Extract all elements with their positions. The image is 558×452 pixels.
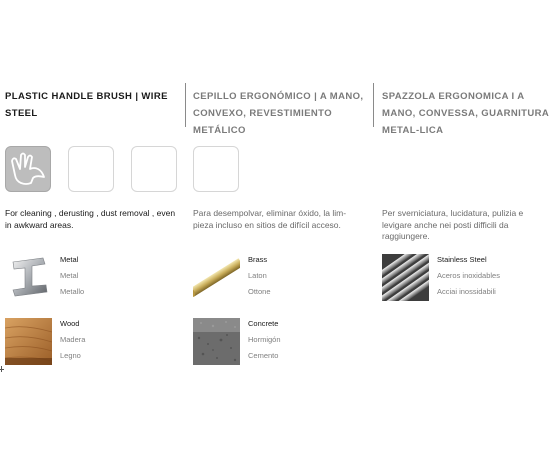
empty-icon-slot xyxy=(131,146,177,192)
wood-plank-icon xyxy=(5,318,52,365)
header-italian: SPAZZOLA ERGONOMICA I A MANO, CONVESSA, GUARNITURA METAL-LICA xyxy=(382,91,549,136)
material-brass-es: Laton xyxy=(248,271,267,280)
material-concrete-it: Cemento xyxy=(248,351,279,360)
description-spanish: Para desempolvar, eliminar óxido, la lim-pieza incluso en sitios de difícil acceso. xyxy=(193,208,347,230)
column-divider xyxy=(373,83,374,127)
material-stainless-en: Stainless Steel xyxy=(437,255,487,264)
material-wood-en: Wood xyxy=(60,319,80,328)
material-concrete-en: Concrete xyxy=(248,319,279,328)
material-metal-it: Metallo xyxy=(60,287,85,296)
material-concrete-es: Hormigón xyxy=(248,335,281,344)
material-wood-es: Madera xyxy=(60,335,86,344)
material-metal-es: Metal xyxy=(60,271,79,280)
material-stainless-it: Acciai inossidabili xyxy=(437,287,496,296)
concrete-block-icon xyxy=(193,318,240,365)
material-brass-it: Ottone xyxy=(248,287,271,296)
material-brass-en: Brass xyxy=(248,255,268,264)
crop-mark xyxy=(1,366,2,372)
material-wood-it: Legno xyxy=(60,351,81,360)
empty-icon-slot xyxy=(193,146,239,192)
steel-tubes-icon xyxy=(382,254,429,301)
material-metal-en: Metal xyxy=(60,255,79,264)
hand-brush-icon xyxy=(5,146,51,192)
description-italian: Per sverniciatura, lucidatura, pulizia e levigare anche nei posti difficili da raggiungere. xyxy=(382,208,524,241)
empty-icon-slot xyxy=(68,146,114,192)
description-english: For cleaning , derusting , dust removal , even in awkward areas. xyxy=(5,208,176,230)
header-spanish: CEPILLO ERGONÓMICO | A MANO, CONVEXO, REVESTIMIENTO METÁLICO xyxy=(193,91,364,136)
header-english: PLASTIC HANDLE BRUSH | WIRE STEEL xyxy=(5,91,168,119)
column-divider xyxy=(185,83,186,127)
material-stainless-es: Aceros inoxidables xyxy=(437,271,500,280)
steel-beam-icon xyxy=(5,254,52,301)
brass-rod-icon xyxy=(193,254,240,301)
